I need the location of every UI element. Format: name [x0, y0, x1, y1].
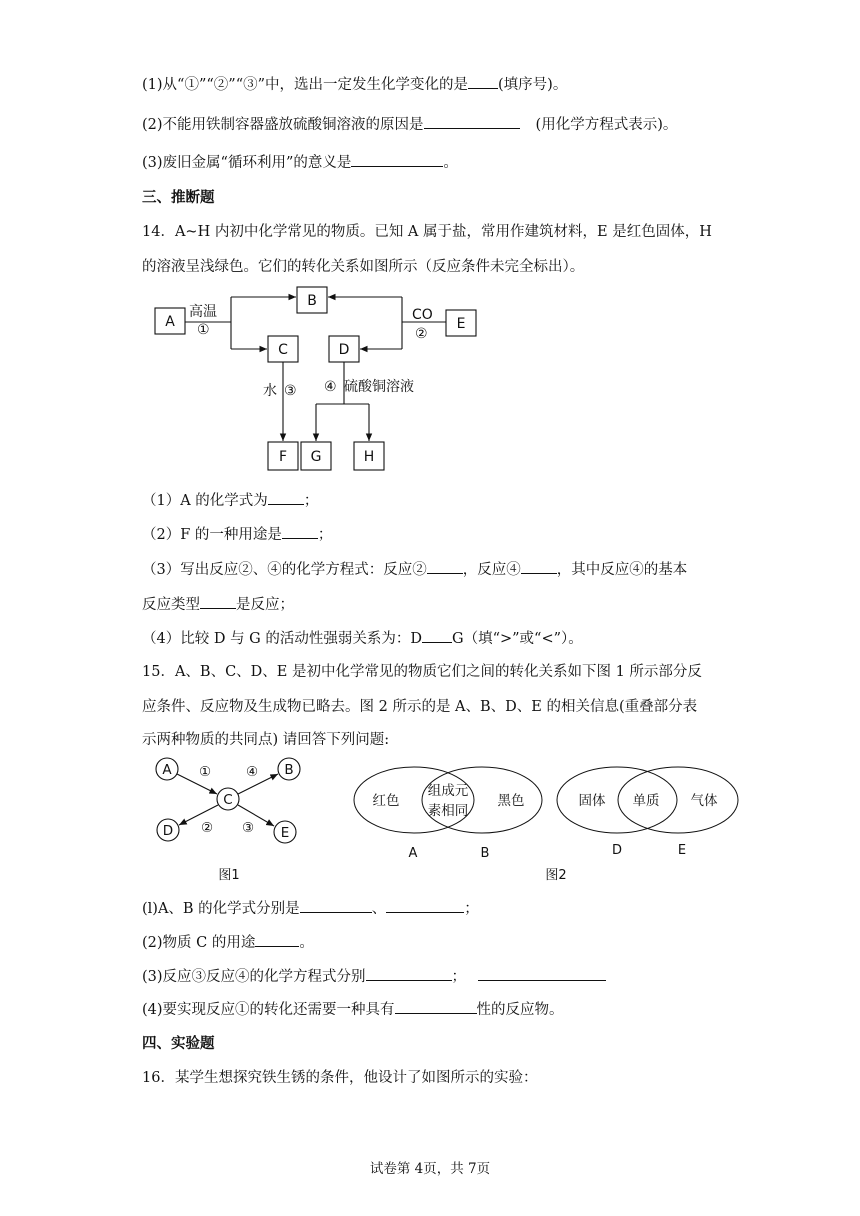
node-b: B	[307, 293, 317, 309]
fig2-ab-overlap-line2: 素相同	[427, 803, 469, 819]
fig1-label-1: ①	[199, 764, 212, 780]
q13-part2-tail: (用化学方程式表示)。	[535, 117, 678, 133]
fig2-e-gas: 气体	[690, 793, 718, 809]
q15-sub4-tail: 性的反应物。	[476, 1002, 564, 1018]
label-co: CO	[412, 307, 433, 323]
q14-conversion-diagram	[146, 282, 486, 482]
q15-sub2-tail: 。	[299, 935, 314, 951]
q14-sub4-text: （4）比较 D 与 G 的活动性强弱关系为：D	[142, 631, 422, 647]
fig2-d-solid: 固体	[578, 793, 606, 809]
answer-blank[interactable]	[468, 74, 498, 89]
q13-part1-text: (1)从“①”“②”“③”中，选出一定发生化学变化的是	[142, 77, 469, 93]
answer-blank[interactable]	[351, 152, 443, 167]
section-heading-inference: 三、推断题	[142, 189, 215, 206]
q14-sub3-mid: ，反应④	[462, 562, 521, 578]
q14-sub2	[142, 524, 332, 545]
fig1-caption: 图1	[218, 868, 240, 882]
node-h: H	[363, 449, 375, 465]
q15-figure-1	[146, 756, 326, 882]
q14-sub2-tail: ；	[317, 527, 333, 543]
q15-sub4-text: (4)要实现反应①的转化还需要一种具有	[142, 1002, 395, 1018]
q15-figure-2	[350, 756, 750, 882]
node-d: D	[338, 342, 350, 358]
q14-stem-line2: 的溶液呈浅绿色。它们的转化关系如图所示（反应条件未完全标出）。	[142, 259, 585, 275]
fig2-b-black: 黑色	[497, 793, 525, 809]
q14-sub4-tail: G（填“>”或“<”）。	[452, 631, 583, 647]
fig1-label-4: ④	[246, 764, 259, 780]
section-heading-experiment: 四、实验题	[142, 1035, 215, 1052]
q14-sub1	[142, 490, 318, 511]
q15-sub1-sep: 、	[371, 901, 387, 917]
label-high-temp: 高温	[189, 304, 217, 320]
q16-stem: 16．某学生想探究铁生锈的条件，他设计了如图所示的实验：	[142, 1070, 538, 1086]
q15-sub1-tail: ；	[464, 901, 479, 917]
answer-blank[interactable]	[200, 594, 236, 609]
fig2-ab-overlap-line1: 组成元	[427, 783, 469, 799]
label-reaction-2: ②	[415, 326, 428, 342]
q15-sub3-text: (3)反应③反应④的化学方程式分别	[142, 969, 366, 985]
label-copper-sulfate: 硫酸铜溶液	[344, 379, 414, 395]
q13-part3-tail: 。	[443, 155, 458, 171]
answer-blank[interactable]	[300, 898, 372, 913]
fig2-label-b: B	[480, 846, 490, 861]
q13-part2-text: (2)不能用铁制容器盛放硫酸铜溶液的原因是	[142, 117, 424, 133]
label-reaction-3: ③	[284, 383, 297, 399]
label-water: 水	[263, 383, 277, 399]
fig1-label-2: ②	[201, 820, 214, 836]
fig2-de-overlap: 单质	[632, 793, 660, 809]
q13-part3	[142, 152, 458, 173]
q14-sub1-text: （1）A 的化学式为	[142, 493, 268, 509]
answer-blank[interactable]	[386, 898, 464, 913]
answer-blank[interactable]	[255, 932, 299, 947]
q14-sub3-text: （3）写出反应②、④的化学方程式：反应②	[142, 562, 427, 578]
page-footer: 试卷第 4页，共 7页	[369, 1161, 491, 1177]
q14-sub3-line2-tail: 是反应；	[236, 597, 294, 613]
answer-blank[interactable]	[478, 966, 606, 981]
q15-stem-line2: 应条件、反应物及生成物已略去。图 2 所示的是 A、B、D、E 的相关信息(重叠部分表	[142, 699, 698, 715]
q15-sub1-text: (l)A、B 的化学式分别是	[142, 901, 300, 917]
fig2-caption: 图2	[545, 868, 567, 882]
q14-sub1-tail: ；	[303, 493, 319, 509]
q14-sub3-tail: ，其中反应④的基本	[556, 562, 688, 578]
q14-sub4	[142, 628, 583, 649]
label-reaction-4: ④	[324, 379, 337, 395]
q15-sub4	[142, 999, 564, 1020]
q13-part1-tail: (填序号)。	[498, 77, 568, 93]
node-f: F	[278, 449, 288, 465]
q14-sub3	[142, 559, 687, 580]
fig2-label-e: E	[677, 843, 687, 858]
fig1-node-d: D	[162, 823, 174, 839]
label-reaction-1: ①	[197, 322, 210, 338]
q15-sub1	[142, 898, 479, 919]
fig2-label-d: D	[611, 843, 623, 858]
fig1-node-e: E	[280, 825, 290, 841]
q15-stem-line1: 15．A、B、C、D、E 是初中化学常见的物质它们之间的转化关系如下图 1 所示部分反	[142, 664, 702, 680]
q15-sub2	[142, 932, 314, 953]
node-g: G	[310, 449, 322, 465]
answer-blank[interactable]	[424, 114, 520, 129]
fig1-node-b: B	[284, 762, 294, 778]
answer-blank[interactable]	[282, 524, 318, 539]
q15-stem-line3: 示两种物质的共同点) 请回答下列问题:	[142, 732, 390, 748]
q13-part1	[142, 74, 567, 95]
q15-sub3	[142, 966, 606, 987]
answer-blank[interactable]	[521, 559, 557, 574]
fig1-label-3: ③	[242, 820, 255, 836]
q14-sub3-line2	[142, 594, 294, 615]
answer-blank[interactable]	[395, 999, 477, 1014]
q13-part2	[142, 114, 677, 135]
fig1-node-c: C	[223, 792, 233, 808]
q13-part3-text: (3)废旧金属“循环利用”的意义是	[142, 155, 352, 171]
answer-blank[interactable]	[422, 628, 452, 643]
q14-sub2-text: （2）F 的一种用途是	[142, 527, 282, 543]
answer-blank[interactable]	[427, 559, 463, 574]
node-e: E	[456, 316, 466, 332]
fig2-label-a: A	[408, 846, 418, 861]
fig1-node-a: A	[162, 762, 172, 778]
q15-sub3-sep: ；	[451, 969, 467, 985]
q14-sub3-line2-text: 反应类型	[142, 597, 200, 613]
answer-blank[interactable]	[366, 966, 452, 981]
fig2-a-red: 红色	[372, 793, 400, 809]
node-c: C	[278, 342, 288, 358]
answer-blank[interactable]	[268, 490, 304, 505]
q14-stem-line1: 14．A~H 内初中化学常见的物质。已知 A 属于盐，常用作建筑材料，E 是红色固体，H	[142, 224, 712, 240]
q15-sub2-text: (2)物质 C 的用途	[142, 935, 256, 951]
node-a: A	[165, 314, 175, 330]
